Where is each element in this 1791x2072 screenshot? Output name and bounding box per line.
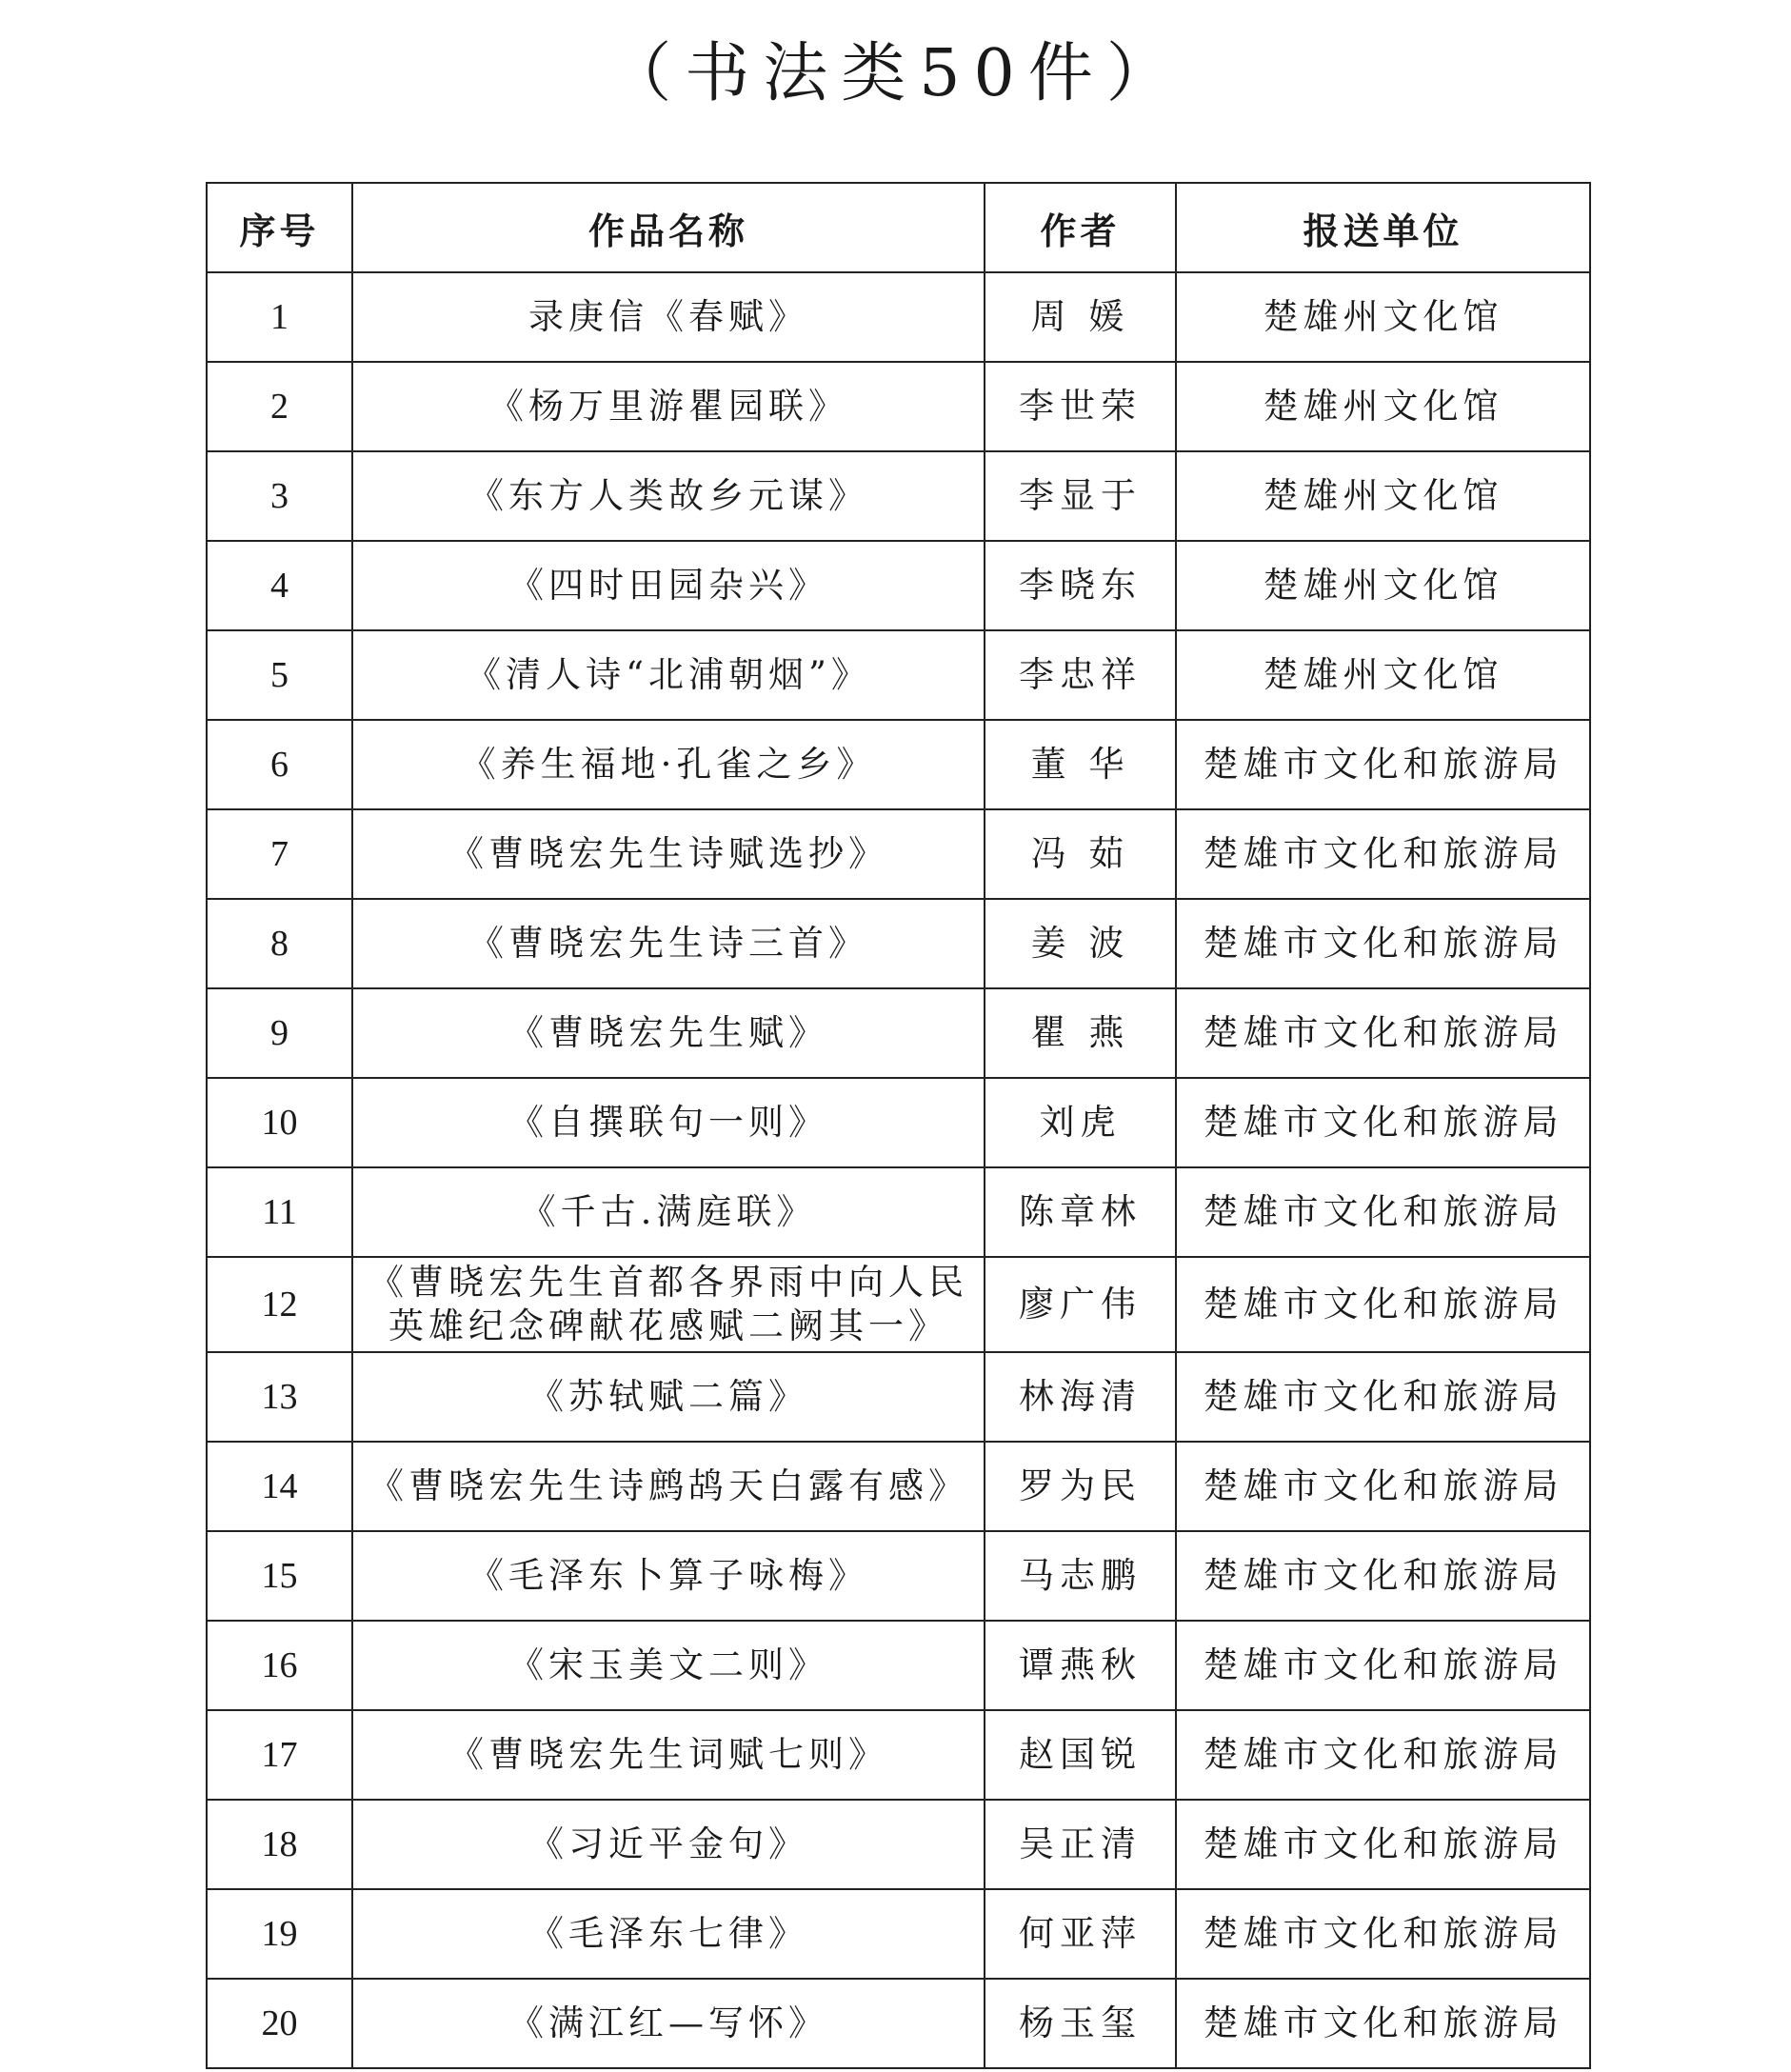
- cell-unit: 楚雄州文化馆: [1176, 541, 1590, 630]
- cell-title: 《曹晓宏先生赋》: [352, 988, 985, 1078]
- page-title: （书法类50件）: [607, 36, 1184, 111]
- cell-title: 《养生福地·孔雀之乡》: [352, 720, 985, 809]
- cell-number: 5: [207, 630, 352, 720]
- works-table: [206, 182, 1591, 2069]
- cell-unit: 楚雄市文化和旅游局: [1176, 1531, 1590, 1621]
- cell-author: 瞿 燕: [985, 988, 1176, 1078]
- table-row: [207, 1531, 1590, 1621]
- cell-title: 《自撰联句一则》: [352, 1078, 985, 1167]
- table-row: [207, 809, 1590, 899]
- cell-number: 2: [207, 362, 352, 451]
- cell-unit: 楚雄市文化和旅游局: [1176, 1352, 1590, 1442]
- cell-unit: 楚雄市文化和旅游局: [1176, 720, 1590, 809]
- table-row: [207, 362, 1590, 451]
- cell-number: 17: [207, 1710, 352, 1800]
- table-row: [207, 1442, 1590, 1531]
- cell-unit: 楚雄市文化和旅游局: [1176, 1257, 1590, 1352]
- cell-title: 《杨万里游瞿园联》: [352, 362, 985, 451]
- cell-number: 18: [207, 1800, 352, 1889]
- cell-title: 《满江红—写怀》: [352, 1979, 985, 2068]
- cell-author: 姜 波: [985, 899, 1176, 988]
- cell-title: 《习近平金句》: [352, 1800, 985, 1889]
- cell-author: 李晓东: [985, 541, 1176, 630]
- cell-unit: 楚雄州文化馆: [1176, 272, 1590, 362]
- cell-number: 1: [207, 272, 352, 362]
- cell-author: 李世荣: [985, 362, 1176, 451]
- cell-author: 冯 茹: [985, 809, 1176, 899]
- cell-author: 陈章林: [985, 1167, 1176, 1257]
- cell-author: 林海清: [985, 1352, 1176, 1442]
- cell-author: 刘虎: [985, 1078, 1176, 1167]
- cell-title: 录庚信《春赋》: [352, 272, 985, 362]
- cell-number: 6: [207, 720, 352, 809]
- cell-number: 3: [207, 451, 352, 541]
- table-row: [207, 1710, 1590, 1800]
- cell-unit: 楚雄市文化和旅游局: [1176, 1800, 1590, 1889]
- cell-unit: 楚雄市文化和旅游局: [1176, 1078, 1590, 1167]
- cell-title: 《曹晓宏先生词赋七则》: [352, 1710, 985, 1800]
- cell-author: 董 华: [985, 720, 1176, 809]
- cell-author: 杨玉玺: [985, 1979, 1176, 2068]
- header-title: 作品名称: [352, 183, 985, 272]
- cell-author: 马志鹏: [985, 1531, 1176, 1621]
- cell-author: 何亚萍: [985, 1889, 1176, 1979]
- cell-author: 谭燕秋: [985, 1621, 1176, 1710]
- cell-unit: 楚雄市文化和旅游局: [1176, 1442, 1590, 1531]
- cell-number: 7: [207, 809, 352, 899]
- cell-number: 14: [207, 1442, 352, 1531]
- cell-title: 《四时田园杂兴》: [352, 541, 985, 630]
- cell-unit: 楚雄市文化和旅游局: [1176, 988, 1590, 1078]
- cell-unit: 楚雄州文化馆: [1176, 362, 1590, 451]
- cell-number: 8: [207, 899, 352, 988]
- table-row: [207, 541, 1590, 630]
- cell-unit: 楚雄市文化和旅游局: [1176, 899, 1590, 988]
- cell-number: 16: [207, 1621, 352, 1710]
- cell-title: 《宋玉美文二则》: [352, 1621, 985, 1710]
- cell-title: 《曹晓宏先生诗赋选抄》: [352, 809, 985, 899]
- cell-title: 《毛泽东七律》: [352, 1889, 985, 1979]
- table-row: [207, 1078, 1590, 1167]
- table-row: [207, 1352, 1590, 1442]
- cell-title: 《曹晓宏先生诗三首》: [352, 899, 985, 988]
- cell-author: 李忠祥: [985, 630, 1176, 720]
- cell-title: 《东方人类故乡元谋》: [352, 451, 985, 541]
- cell-author: 罗为民: [985, 1442, 1176, 1531]
- table-header-row: [207, 183, 1590, 272]
- header-number: 序号: [207, 183, 352, 272]
- table-row: [207, 272, 1590, 362]
- table-row: [207, 1257, 1590, 1352]
- table-row: [207, 1979, 1590, 2068]
- table-row: [207, 1167, 1590, 1257]
- cell-number: 9: [207, 988, 352, 1078]
- cell-unit: 楚雄市文化和旅游局: [1176, 1979, 1590, 2068]
- header-author: 作者: [985, 183, 1176, 272]
- cell-title: 《清人诗“北浦朝烟”》: [352, 630, 985, 720]
- cell-number: 10: [207, 1078, 352, 1167]
- cell-number: 11: [207, 1167, 352, 1257]
- cell-number: 20: [207, 1979, 352, 2068]
- cell-number: 4: [207, 541, 352, 630]
- cell-unit: 楚雄市文化和旅游局: [1176, 1710, 1590, 1800]
- cell-unit: 楚雄市文化和旅游局: [1176, 1889, 1590, 1979]
- cell-unit: 楚雄州文化馆: [1176, 630, 1590, 720]
- table-row: [207, 451, 1590, 541]
- cell-title: 《毛泽东卜算子咏梅》: [352, 1531, 985, 1621]
- cell-number: 19: [207, 1889, 352, 1979]
- cell-author: 李显于: [985, 451, 1176, 541]
- table-row: [207, 899, 1590, 988]
- cell-title: 《苏轼赋二篇》: [352, 1352, 985, 1442]
- cell-unit: 楚雄市文化和旅游局: [1176, 1621, 1590, 1710]
- cell-title: 《千古.满庭联》: [352, 1167, 985, 1257]
- table-row: [207, 1889, 1590, 1979]
- cell-number: 15: [207, 1531, 352, 1621]
- cell-unit: 楚雄市文化和旅游局: [1176, 809, 1590, 899]
- cell-number: 13: [207, 1352, 352, 1442]
- cell-author: 廖广伟: [985, 1257, 1176, 1352]
- cell-unit: 楚雄州文化馆: [1176, 451, 1590, 541]
- header-unit: 报送单位: [1176, 183, 1590, 272]
- cell-unit: 楚雄市文化和旅游局: [1176, 1167, 1590, 1257]
- table-row: [207, 720, 1590, 809]
- cell-author: 吴正清: [985, 1800, 1176, 1889]
- table-row: [207, 630, 1590, 720]
- table-row: [207, 988, 1590, 1078]
- cell-title: 《曹晓宏先生首都各界雨中向人民英雄纪念碑献花感赋二阙其一》: [352, 1257, 985, 1352]
- cell-title: 《曹晓宏先生诗鹧鸪天白露有感》: [352, 1442, 985, 1531]
- table-row: [207, 1800, 1590, 1889]
- cell-author: 赵国锐: [985, 1710, 1176, 1800]
- cell-author: 周 媛: [985, 272, 1176, 362]
- table-row: [207, 1621, 1590, 1710]
- cell-number: 12: [207, 1257, 352, 1352]
